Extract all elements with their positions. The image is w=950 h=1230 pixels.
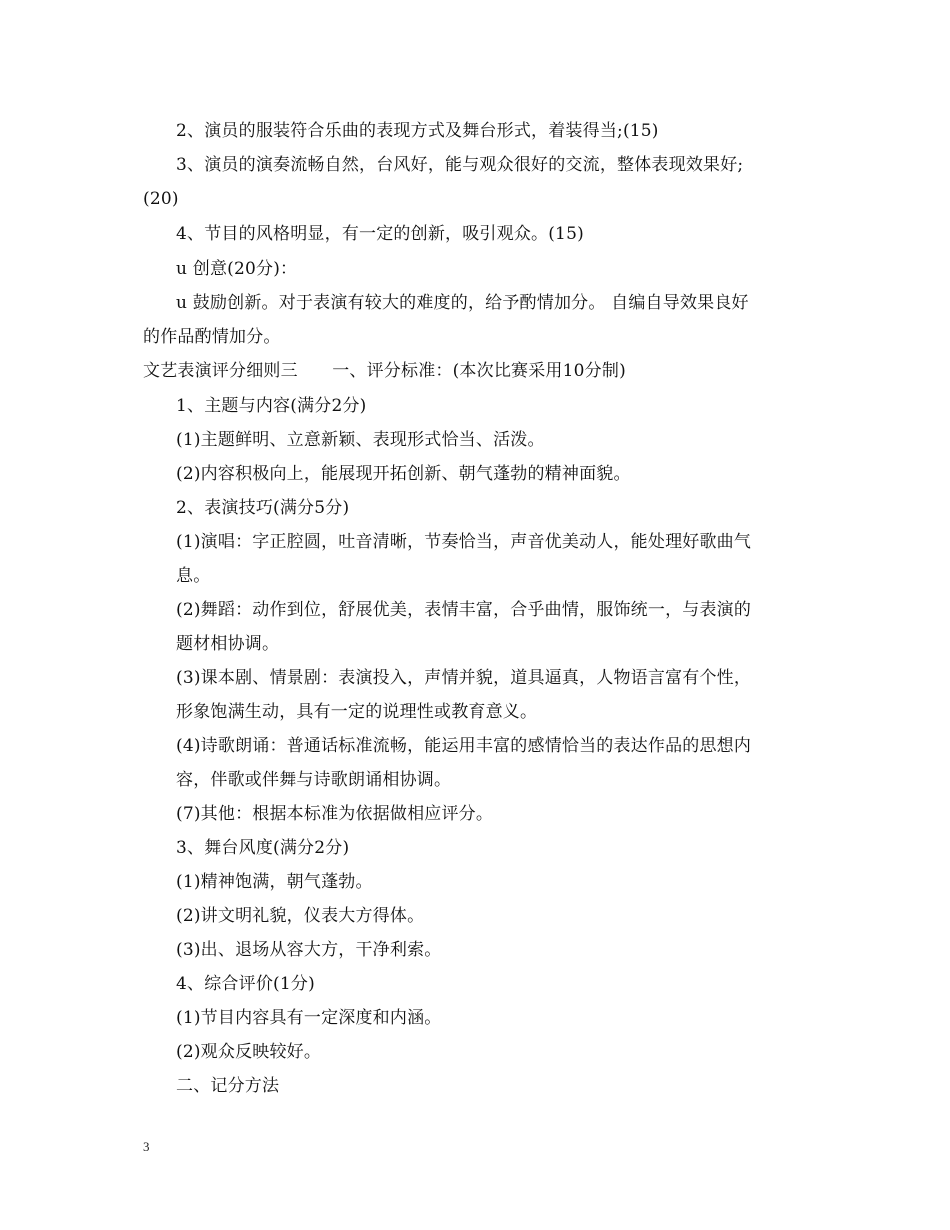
text-line-14: 息。: [176, 566, 211, 586]
text-line-13: (1)演唱：字正腔圆，吐音清晰，节奏恰当，声音优美动人，能处理好歌曲气: [176, 532, 752, 552]
text-line-11: (2)内容积极向上，能展现开拓创新、朝气蓬勃的精神面貌。: [176, 464, 631, 484]
text-line-4: 4、节目的风格明显，有一定的创新，吸引观众。(15): [176, 224, 584, 244]
text-line-3: (20): [143, 189, 179, 209]
text-line-24: (2)讲文明礼貌，仪表大方得体。: [176, 906, 425, 926]
text-line-2: 3、演员的演奏流畅自然，台风好，能与观众很好的交流，整体表现效果好;: [176, 155, 744, 175]
text-line-17: (3)课本剧、情景剧：表演投入，声情并貌，道具逼真，人物语言富有个性，: [176, 668, 752, 688]
page-number: 3: [143, 1139, 150, 1154]
text-line-25: (3)出、退场从容大方，干净利索。: [176, 940, 442, 960]
text-line-18: 形象饱满生动，具有一定的说理性或教育意义。: [176, 702, 538, 722]
text-line-12: 2、表演技巧(满分5分): [176, 498, 350, 518]
text-line-22: 3、舞台风度(满分2分): [176, 838, 350, 858]
text-line-20: 容，伴歌或伴舞与诗歌朗诵相协调。: [176, 770, 452, 790]
text-line-15: (2)舞蹈：动作到位，舒展优美，表情丰富，合乎曲情，服饰统一，与表演的: [176, 600, 752, 620]
text-line-29: 二、记分方法: [176, 1076, 280, 1096]
text-line-19: (4)诗歌朗诵：普通话标准流畅，能运用丰富的感情恰当的表达作品的思想内: [176, 736, 752, 756]
text-line-7: 的作品酌情加分。: [143, 327, 281, 347]
text-line-10: (1)主题鲜明、立意新颖、表现形式恰当、活泼。: [176, 430, 545, 450]
text-line-16: 题材相协调。: [176, 634, 280, 654]
text-line-1: 2、演员的服装符合乐曲的表现方式及舞台形式，着装得当;(15): [176, 121, 659, 141]
text-line-28: (2)观众反映较好。: [176, 1042, 322, 1062]
text-line-6: u 鼓励创新。对于表演有较大的难度的，给予酌情加分。 自编自导效果良好: [176, 293, 749, 313]
text-line-9: 1、主题与内容(满分2分): [176, 396, 367, 416]
text-line-8: 文艺表演评分细则三 一、评分标准：(本次比赛采用10分制): [143, 361, 626, 381]
text-line-26: 4、综合评价(1分): [176, 974, 315, 994]
text-line-27: (1)节目内容具有一定深度和内涵。: [176, 1008, 442, 1028]
text-line-21: (7)其他：根据本标准为依据做相应评分。: [176, 804, 494, 824]
text-line-23: (1)精神饱满，朝气蓬勃。: [176, 872, 373, 892]
text-line-5: u 创意(20分)：: [176, 259, 298, 279]
